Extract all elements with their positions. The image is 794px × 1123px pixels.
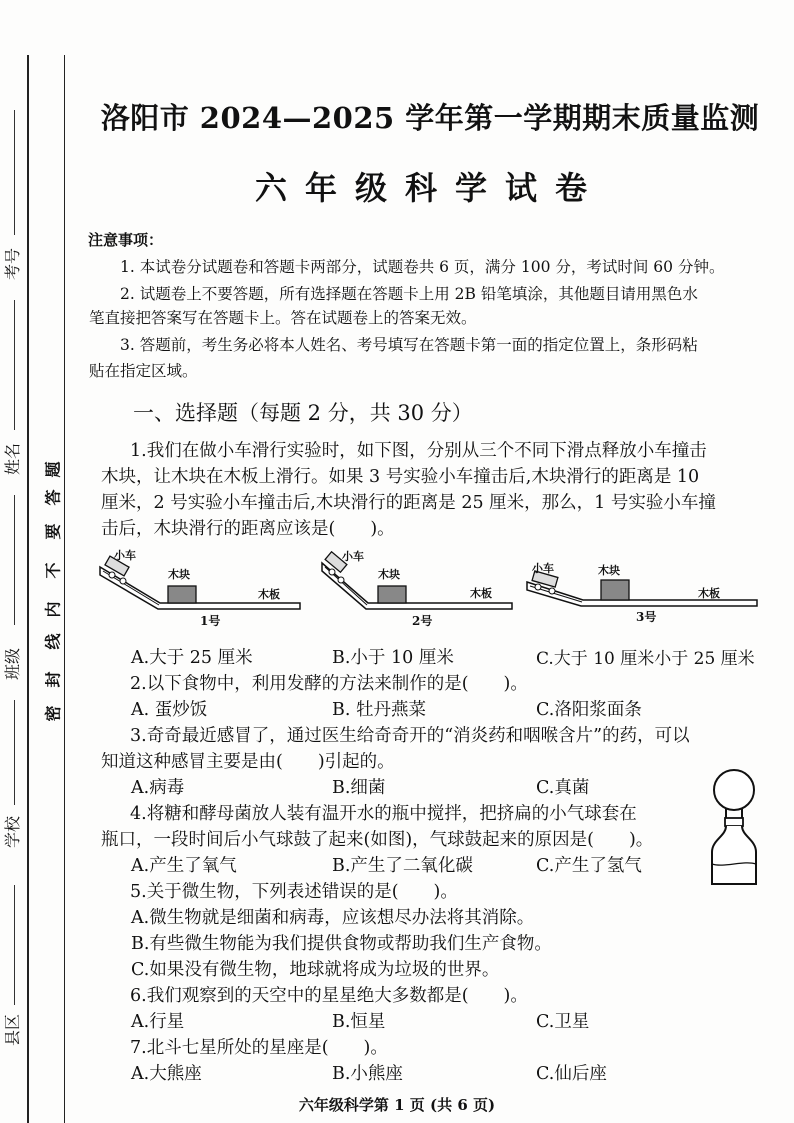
question-5-option-c: C.如果没有微生物，地球就将成为垃圾的世界。 bbox=[131, 960, 500, 980]
question-1-option-a: A.大于 25 厘米 bbox=[131, 648, 253, 668]
figure-2-number: 2号 bbox=[412, 614, 433, 628]
seal-char: 题 bbox=[43, 461, 63, 478]
question-3-line: 知道这种感冒主要是由( )引起的。 bbox=[101, 752, 395, 772]
question-4-option-c: C.产生了氢气 bbox=[536, 856, 642, 876]
figure-3-car-label: 小车 bbox=[532, 562, 554, 575]
notice-item: 笔直接把答案写在答题卡上。答在试题卷上的答案无效。 bbox=[89, 309, 477, 327]
field-school-label: 学校 bbox=[3, 815, 22, 848]
figure-1-block-label: 木块 bbox=[168, 568, 190, 581]
question-6-option-c: C.卫星 bbox=[536, 1012, 590, 1032]
ramp-figure-3 bbox=[527, 570, 757, 610]
figure-3-board-label: 木板 bbox=[698, 587, 720, 600]
exam-title: 洛阳市 2024—2025 学年第一学期期末质量监测 bbox=[100, 101, 760, 135]
question-3-option-c: C.真菌 bbox=[536, 778, 590, 798]
seal-char: 不 bbox=[43, 562, 63, 579]
question-2-option-a: A. 蛋炒饭 bbox=[131, 700, 208, 720]
question-4-option-a: A.产生了氧气 bbox=[131, 856, 237, 876]
figure-2-board-label: 木板 bbox=[470, 587, 492, 600]
notice-heading: 注意事项： bbox=[88, 231, 164, 249]
question-4-line: 4.将糖和酵母菌放人装有温开水的瓶中搅拌，把挤扁的小气球套在 bbox=[130, 804, 637, 824]
field-name-line bbox=[14, 300, 15, 430]
exam-subtitle: 六年级科学试卷 bbox=[254, 169, 605, 207]
notice-item: 1. 本试卷分试题卷和答题卡两部分，试题卷共 6 页，满分 100 分，考试时间 60 分钟。 bbox=[120, 258, 725, 276]
field-class-label: 班级 bbox=[3, 647, 22, 680]
seal-char: 线 bbox=[43, 633, 63, 650]
question-4-option-b: B.产生了二氧化碳 bbox=[332, 856, 473, 876]
seal-char: 密 bbox=[43, 705, 63, 722]
figure-2-block-label: 木块 bbox=[378, 568, 400, 581]
question-5-option-b: B.有些微生物能为我们提供食物或帮助我们生产食物。 bbox=[131, 934, 552, 954]
figure-2-car-label: 小车 bbox=[342, 550, 364, 563]
question-1-option-c: C.大于 10 厘米小于 25 厘米 bbox=[536, 649, 755, 669]
notice-item: 贴在指定区域。 bbox=[89, 362, 198, 380]
question-1-line: 厘米，2 号实验小车撞击后,木块滑行的距离是 25 厘米，那么，1 号实验小车撞 bbox=[101, 493, 716, 513]
notice-item: 3. 答题前，考生务必将本人姓名、考号填写在答题卡第一面的指定位置上，条形码粘 bbox=[120, 336, 698, 354]
balloon-bottle-figure bbox=[704, 768, 764, 890]
question-3-option-a: A.病毒 bbox=[131, 778, 185, 798]
binding-line-inner bbox=[64, 55, 65, 1123]
question-5-stem: 5.关于微生物，下列表述错误的是( )。 bbox=[130, 882, 458, 902]
figure-1-car-label: 小车 bbox=[114, 549, 136, 562]
question-1-line: 木块，让木块在木板上滑行。如果 3 号实验小车撞击后,木块滑行的距离是 10 bbox=[101, 467, 700, 487]
field-number-line bbox=[14, 110, 15, 235]
figure-1-number: 1号 bbox=[200, 614, 221, 628]
question-6-stem: 6.我们观察到的天空中的星星绝大多数都是( )。 bbox=[130, 986, 528, 1006]
question-2-option-b: B. 牡丹燕菜 bbox=[332, 700, 426, 720]
field-school-line bbox=[14, 700, 15, 805]
field-county-label: 县区 bbox=[3, 1013, 22, 1046]
question-1-line: 1.我们在做小车滑行实验时，如下图，分别从三个不同下滑点释放小车撞击 bbox=[130, 441, 707, 461]
ramp-figure-1 bbox=[100, 555, 300, 615]
question-6-option-a: A.行星 bbox=[131, 1012, 185, 1032]
question-3-option-b: B.细菌 bbox=[332, 778, 386, 798]
question-2-stem: 2.以下食物中，利用发酵的方法来制作的是( )。 bbox=[130, 674, 528, 694]
notice-item: 2. 试题卷上不要答题，所有选择题在答题卡上用 2B 铅笔填涂，其他题目请用黑色水 bbox=[120, 285, 698, 303]
figure-3-number: 3号 bbox=[636, 610, 657, 624]
question-4-line: 瓶口，一段时间后小气球鼓了起来(如图)，气球鼓起来的原因是( )。 bbox=[101, 830, 654, 850]
question-7-stem: 7.北斗七星所处的星座是( )。 bbox=[130, 1038, 388, 1058]
question-7-option-c: C.仙后座 bbox=[536, 1064, 607, 1084]
field-class-line bbox=[14, 495, 15, 625]
section-title: 一、选择题（每题 2 分，共 30 分） bbox=[133, 401, 473, 425]
question-6-option-b: B.恒星 bbox=[332, 1012, 386, 1032]
question-7-option-a: A.大熊座 bbox=[131, 1064, 202, 1084]
page-footer: 六年级科学第 1 页 (共 6 页) bbox=[298, 1096, 496, 1114]
field-number-label: 考号 bbox=[3, 247, 22, 280]
seal-char: 要 bbox=[43, 523, 63, 540]
question-1-line: 击后，木块滑行的距离应该是( )。 bbox=[101, 519, 395, 539]
field-county-line bbox=[14, 885, 15, 1005]
question-5-option-a: A.微生物就是细菌和病毒，应该想尽办法将其消除。 bbox=[131, 908, 535, 928]
question-3-line: 3.奇奇最近感冒了，通过医生给奇奇开的“消炎药和咽喉含片”的药，可以 bbox=[130, 726, 690, 746]
seal-char: 封 bbox=[43, 671, 63, 688]
figure-1-board-label: 木板 bbox=[258, 588, 280, 601]
field-name-label: 姓名 bbox=[3, 442, 22, 475]
question-7-option-b: B.小熊座 bbox=[332, 1064, 403, 1084]
seal-char: 答 bbox=[43, 489, 63, 506]
question-2-option-c: C.洛阳浆面条 bbox=[536, 700, 642, 720]
figure-3-block-label: 木块 bbox=[598, 564, 620, 577]
seal-char: 内 bbox=[43, 601, 63, 618]
binding-line-outer bbox=[27, 55, 29, 1123]
question-1-option-b: B.小于 10 厘米 bbox=[332, 648, 454, 668]
